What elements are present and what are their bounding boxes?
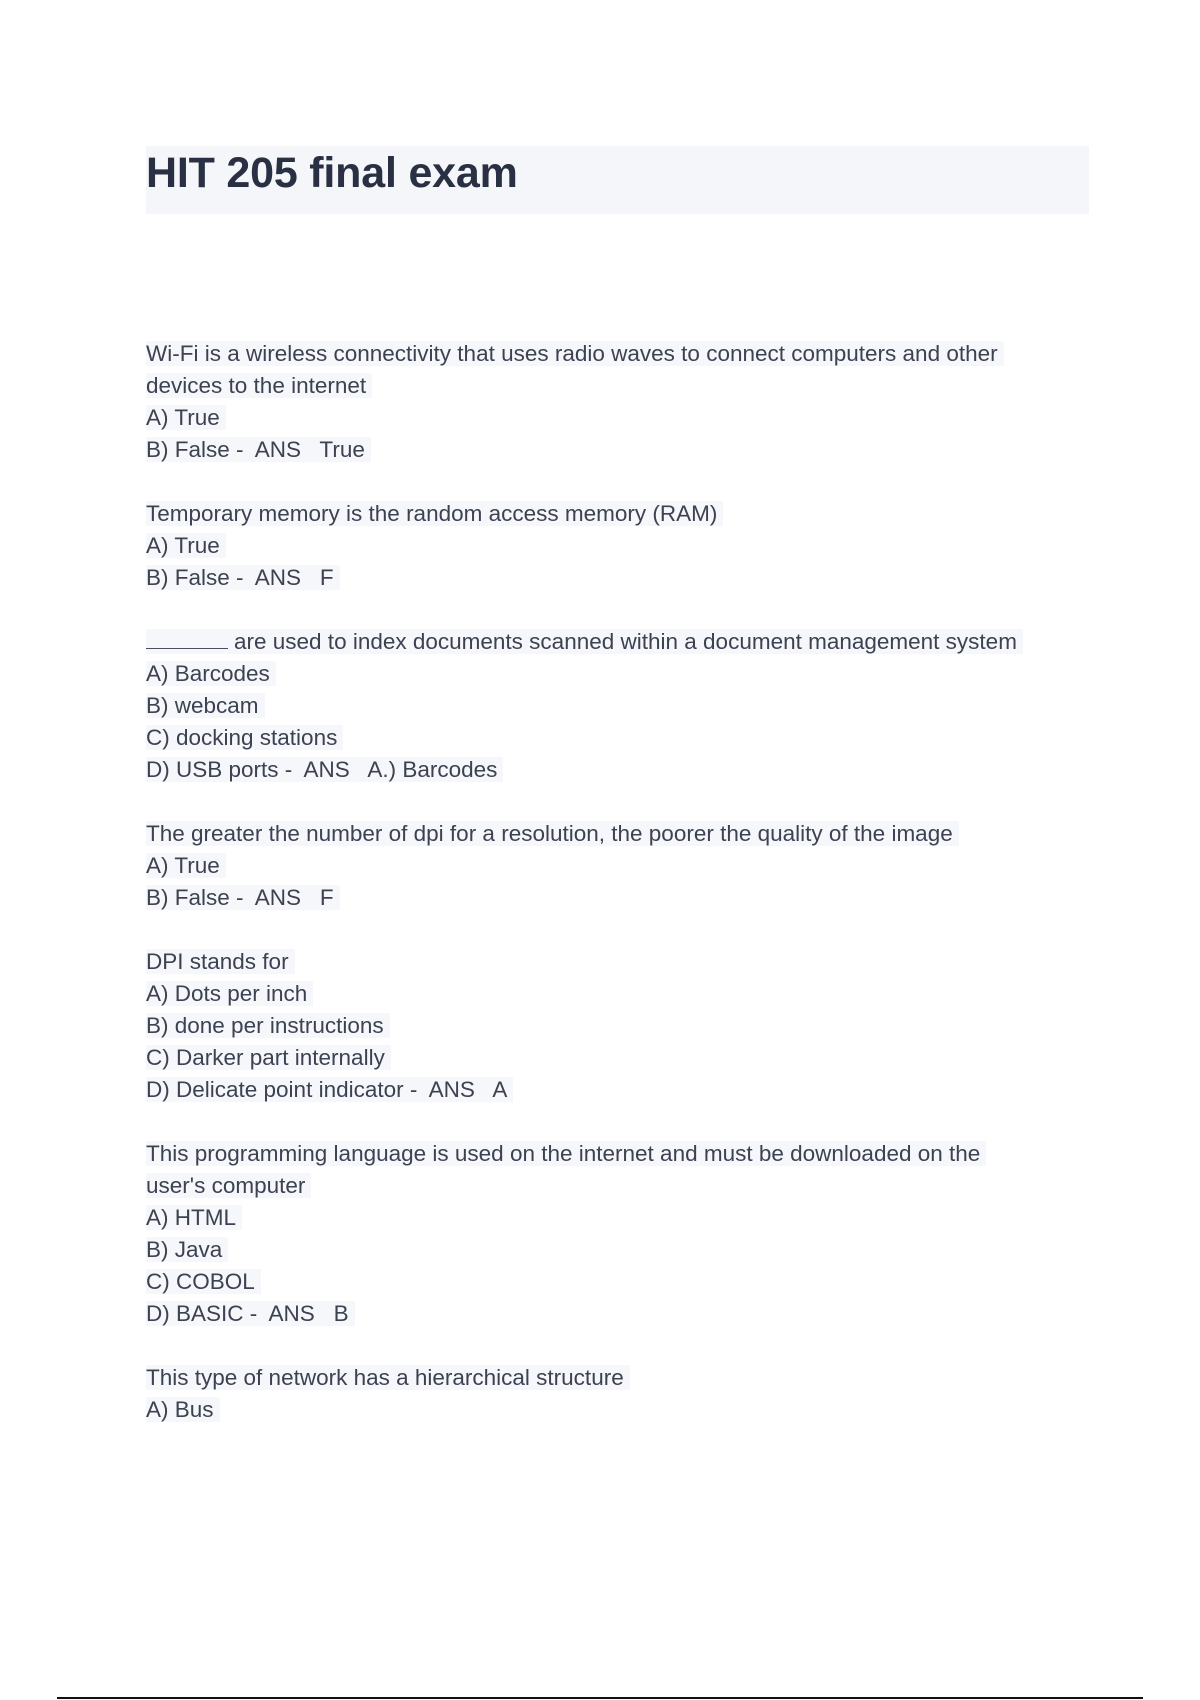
option: A) Barcodes — [146, 658, 1086, 690]
question-7 — [146, 1362, 1086, 1426]
option: D) BASIC — [146, 1301, 244, 1326]
answer-value: B — [333, 1301, 349, 1326]
option: D) Delicate point indicator — [146, 1077, 404, 1102]
answer-value: A — [492, 1077, 508, 1102]
question-stem: devices to the internet — [146, 370, 1086, 402]
option: B) False — [146, 885, 230, 910]
fill-in-blank — [146, 628, 228, 649]
option: A) True — [146, 530, 1086, 562]
option: B) Java — [146, 1234, 1086, 1266]
ans-label: ANS — [254, 565, 302, 590]
answer-line: B) False - ANS True — [146, 434, 1086, 466]
option: A) True — [146, 402, 1086, 434]
ans-label: ANS — [268, 1301, 315, 1326]
question-list — [146, 338, 1086, 1458]
option: C) COBOL — [146, 1266, 1086, 1298]
question-5 — [146, 946, 1086, 1106]
option: B) done per instructions — [146, 1010, 1086, 1042]
option: A) True — [146, 850, 1086, 882]
option: D) USB ports — [146, 757, 279, 782]
question-3 — [146, 626, 1086, 786]
ans-label: ANS — [303, 757, 350, 782]
question-1 — [146, 338, 1086, 466]
question-6 — [146, 1138, 1086, 1330]
option: B) webcam — [146, 690, 1086, 722]
question-stem: Wi-Fi is a wireless connectivity that uses radio waves to connect computers and other — [146, 338, 1086, 370]
footer-rule — [57, 1697, 1143, 1699]
option: A) Dots per inch — [146, 978, 1086, 1010]
answer-line: D) USB ports - ANS A.) Barcodes — [146, 754, 1086, 786]
question-stem: user's computer — [146, 1170, 1086, 1202]
option: B) False — [146, 437, 230, 462]
page-title: HIT 205 final exam — [146, 149, 518, 197]
answer-value: True — [319, 437, 365, 462]
question-stem: This programming language is used on the internet and must be downloaded on the — [146, 1138, 1086, 1170]
option: C) Darker part internally — [146, 1042, 1086, 1074]
option: C) docking stations — [146, 722, 1086, 754]
ans-label: ANS — [428, 1077, 475, 1102]
question-2 — [146, 498, 1086, 594]
ans-label: ANS — [254, 885, 302, 910]
question-4 — [146, 818, 1086, 914]
question-stem: are used to index documents scanned within a document management system — [146, 626, 1086, 658]
question-stem: This type of network has a hierarchical structure — [146, 1362, 1086, 1394]
answer-value: A.) Barcodes — [367, 757, 498, 782]
answer-line: B) False - ANS F — [146, 562, 1086, 594]
answer-line: B) False - ANS F — [146, 882, 1086, 914]
answer-value: F — [319, 885, 334, 910]
question-stem: DPI stands for — [146, 946, 1086, 978]
option: A) Bus — [146, 1394, 1086, 1426]
answer-value: F — [319, 565, 334, 590]
question-stem: The greater the number of dpi for a resolution, the poorer the quality of the image — [146, 818, 1086, 850]
ans-label: ANS — [254, 437, 302, 462]
answer-line: D) BASIC - ANS B — [146, 1298, 1086, 1330]
answer-line: D) Delicate point indicator - ANS A — [146, 1074, 1086, 1106]
question-stem: Temporary memory is the random access memory (RAM) — [146, 498, 1086, 530]
option: A) HTML — [146, 1202, 1086, 1234]
option: B) False — [146, 565, 230, 590]
